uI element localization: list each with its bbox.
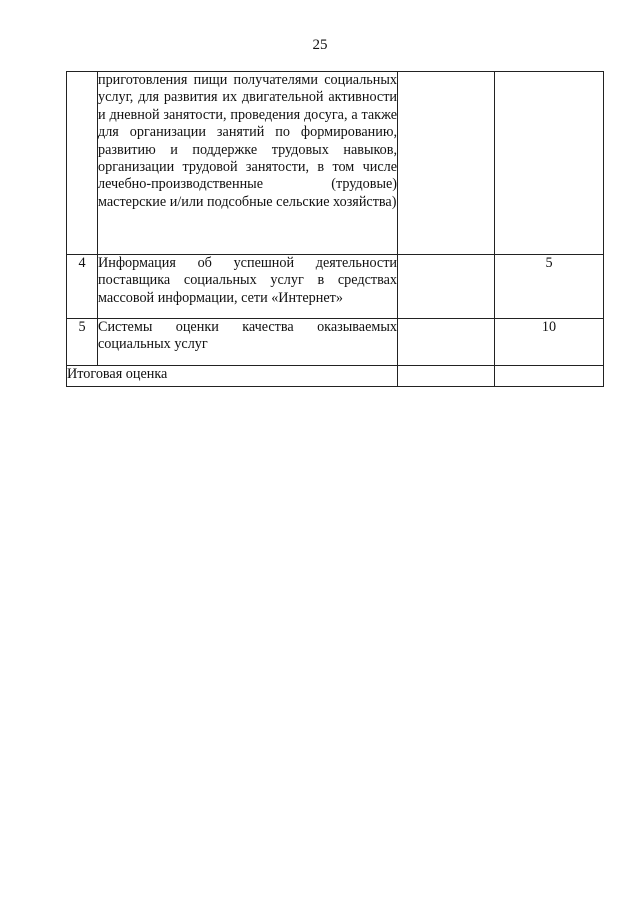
- score-cell: 10: [495, 319, 604, 366]
- blank-cell: [398, 319, 495, 366]
- criterion-text-cell: [98, 255, 398, 319]
- table-row: [67, 319, 604, 366]
- total-score-cell: [495, 366, 604, 387]
- criterion-text-cell: [98, 319, 398, 366]
- score-cell: 5: [495, 255, 604, 319]
- total-row: [67, 366, 604, 387]
- criteria-table: [66, 71, 604, 387]
- blank-cell: [398, 72, 495, 255]
- table-row: [67, 72, 604, 255]
- criterion-text: Системы оценки качества оказываемых социальных услуг: [98, 319, 397, 353]
- page-number: 25: [312, 37, 328, 53]
- total-blank-cell: [398, 366, 495, 387]
- row-number-cell: 4: [67, 255, 98, 319]
- row-number-cell: [67, 72, 98, 255]
- row-number-cell: 5: [67, 319, 98, 366]
- blank-cell: [398, 255, 495, 319]
- criterion-text: Информация об успешной деятельности поставщика социальных услуг в средствах массовой информации, сети «Интернет»: [98, 255, 397, 306]
- total-label: Итоговая оценка: [67, 366, 398, 387]
- table-row: [67, 255, 604, 319]
- criterion-text: приготовления пищи получателями социальных услуг, для развития их двигательной активности и дневной занятости, проведения досуга, а также для организации занятий по формированию, развитию и поддержке трудовых навыков, организации трудовой занятости, в том числе лечебно-производственные (трудовые) мастерские и/или подсобные сельские хозяйства): [98, 72, 397, 210]
- score-cell: [495, 72, 604, 255]
- criterion-text-cell: [98, 72, 398, 255]
